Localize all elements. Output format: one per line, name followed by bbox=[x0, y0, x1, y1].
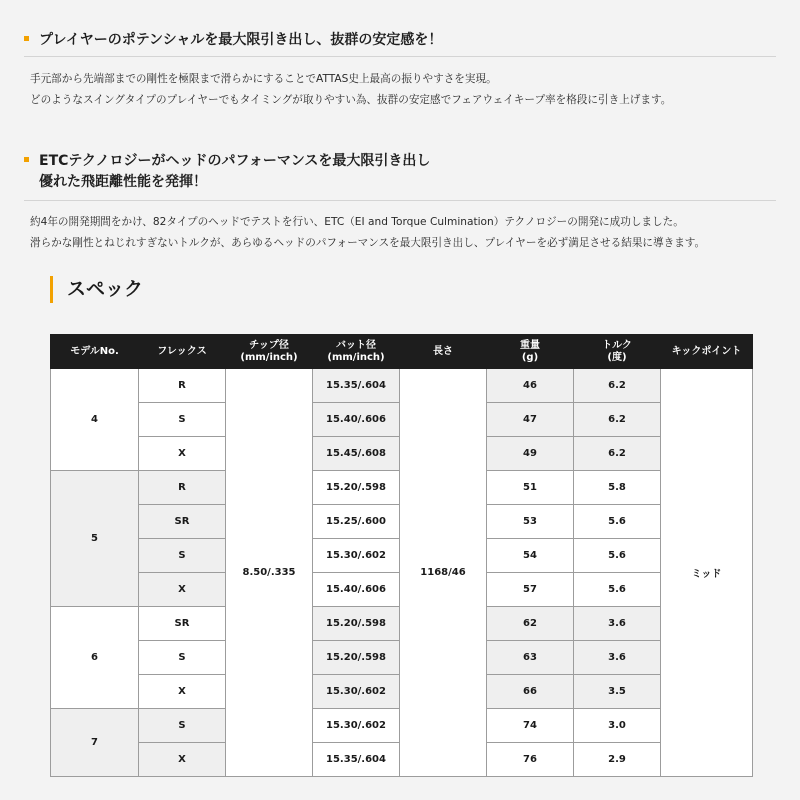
header-weight bbox=[487, 335, 574, 369]
flex-cell: S bbox=[139, 709, 226, 743]
header-tip bbox=[226, 335, 313, 369]
flex-cell: R bbox=[139, 471, 226, 505]
flex-cell: S bbox=[139, 403, 226, 437]
flex-cell: X bbox=[139, 743, 226, 777]
weight-cell: 49 bbox=[487, 437, 574, 471]
section-2-body bbox=[30, 212, 790, 254]
flex-cell: S bbox=[139, 641, 226, 675]
flex-cell: S bbox=[139, 539, 226, 573]
butt-cell: 15.35/.604 bbox=[313, 743, 400, 777]
torque-cell: 5.6 bbox=[574, 539, 661, 573]
torque-cell: 2.9 bbox=[574, 743, 661, 777]
torque-cell: 3.6 bbox=[574, 607, 661, 641]
section-2-title bbox=[24, 151, 430, 193]
section-2-line-1: 約4年の開発期間をかけ、82タイプのヘッドでテストを行い、ETC（EI and Torque Culmination）テクノロジーの開発に成功しました。 bbox=[30, 216, 684, 228]
flex-cell: X bbox=[139, 675, 226, 709]
length-cell: 1168/46 bbox=[400, 369, 487, 777]
spec-heading: スペック bbox=[50, 276, 143, 303]
header-torque bbox=[574, 335, 661, 369]
header-butt-unit: (mm/inch) bbox=[327, 351, 385, 363]
spec-table bbox=[50, 334, 753, 777]
header-torque-unit: (度) bbox=[607, 351, 627, 363]
weight-cell: 74 bbox=[487, 709, 574, 743]
weight-cell: 46 bbox=[487, 369, 574, 403]
weight-cell: 47 bbox=[487, 403, 574, 437]
divider bbox=[24, 200, 776, 201]
header-weight-unit: (g) bbox=[521, 351, 539, 363]
torque-cell: 6.2 bbox=[574, 403, 661, 437]
header-flex: フレックス bbox=[139, 335, 226, 369]
butt-cell: 15.25/.600 bbox=[313, 505, 400, 539]
flex-cell: X bbox=[139, 573, 226, 607]
header-torque-label: トルク bbox=[602, 339, 632, 351]
section-1-title-text: プレイヤーのポテンシャルを最大限引き出し、抜群の安定感を！ bbox=[39, 32, 443, 48]
section-marker-icon bbox=[24, 157, 29, 162]
weight-cell: 62 bbox=[487, 607, 574, 641]
header-length: 長さ bbox=[400, 335, 487, 369]
section-2-title-line-2: 優れた飛距離性能を発揮！ bbox=[39, 174, 207, 190]
weight-cell: 76 bbox=[487, 743, 574, 777]
weight-cell: 51 bbox=[487, 471, 574, 505]
torque-cell: 5.8 bbox=[574, 471, 661, 505]
butt-cell: 15.40/.606 bbox=[313, 403, 400, 437]
weight-cell: 63 bbox=[487, 641, 574, 675]
torque-cell: 5.6 bbox=[574, 505, 661, 539]
torque-cell: 6.2 bbox=[574, 369, 661, 403]
header-butt-label: バット径 bbox=[336, 339, 376, 351]
weight-cell: 53 bbox=[487, 505, 574, 539]
flex-cell: X bbox=[139, 437, 226, 471]
butt-cell: 15.30/.602 bbox=[313, 675, 400, 709]
table-row bbox=[51, 369, 753, 403]
flex-cell: SR bbox=[139, 607, 226, 641]
flex-cell: R bbox=[139, 369, 226, 403]
weight-cell: 66 bbox=[487, 675, 574, 709]
header-model: モデルNo. bbox=[51, 335, 139, 369]
model-cell: 4 bbox=[51, 369, 139, 471]
header-weight-label: 重量 bbox=[520, 339, 540, 351]
section-marker-icon bbox=[24, 36, 29, 41]
butt-cell: 15.40/.606 bbox=[313, 573, 400, 607]
section-1-line-1: 手元部から先端部までの剛性を極限まで滑らかにすることでATTAS史上最高の振りやすさを実現。 bbox=[30, 73, 497, 85]
kick-cell: ミッド bbox=[661, 369, 753, 777]
torque-cell: 3.0 bbox=[574, 709, 661, 743]
section-1-title bbox=[24, 30, 442, 51]
flex-cell: SR bbox=[139, 505, 226, 539]
butt-cell: 15.20/.598 bbox=[313, 607, 400, 641]
weight-cell: 54 bbox=[487, 539, 574, 573]
header-tip-label: チップ径 bbox=[249, 339, 289, 351]
torque-cell: 6.2 bbox=[574, 437, 661, 471]
tip-cell: 8.50/.335 bbox=[226, 369, 313, 777]
spec-header-row bbox=[51, 335, 753, 369]
header-kick: キックポイント bbox=[661, 335, 753, 369]
weight-cell: 57 bbox=[487, 573, 574, 607]
torque-cell: 3.6 bbox=[574, 641, 661, 675]
torque-cell: 5.6 bbox=[574, 573, 661, 607]
model-cell: 5 bbox=[51, 471, 139, 607]
butt-cell: 15.45/.608 bbox=[313, 437, 400, 471]
butt-cell: 15.35/.604 bbox=[313, 369, 400, 403]
section-1-line-2: どのようなスイングタイプのプレイヤーでもタイミングが取りやすい為、抜群の安定感でフェアウェイキープ率を格段に引き上げます。 bbox=[30, 94, 672, 106]
section-2-line-2: 滑らかな剛性とねじれすぎないトルクが、あらゆるヘッドのパフォーマンスを最大限引き出し、プレイヤーを必ず満足させる結果に導きます。 bbox=[30, 237, 706, 249]
divider bbox=[24, 56, 776, 57]
section-2-title-line-1: ETCテクノロジーがヘッドのパフォーマンスを最大限引き出し bbox=[39, 153, 431, 169]
section-1-body bbox=[30, 69, 790, 111]
butt-cell: 15.30/.602 bbox=[313, 539, 400, 573]
header-tip-unit: (mm/inch) bbox=[240, 351, 298, 363]
model-cell: 6 bbox=[51, 607, 139, 709]
header-butt bbox=[313, 335, 400, 369]
butt-cell: 15.20/.598 bbox=[313, 471, 400, 505]
model-cell: 7 bbox=[51, 709, 139, 777]
butt-cell: 15.20/.598 bbox=[313, 641, 400, 675]
torque-cell: 3.5 bbox=[574, 675, 661, 709]
butt-cell: 15.30/.602 bbox=[313, 709, 400, 743]
